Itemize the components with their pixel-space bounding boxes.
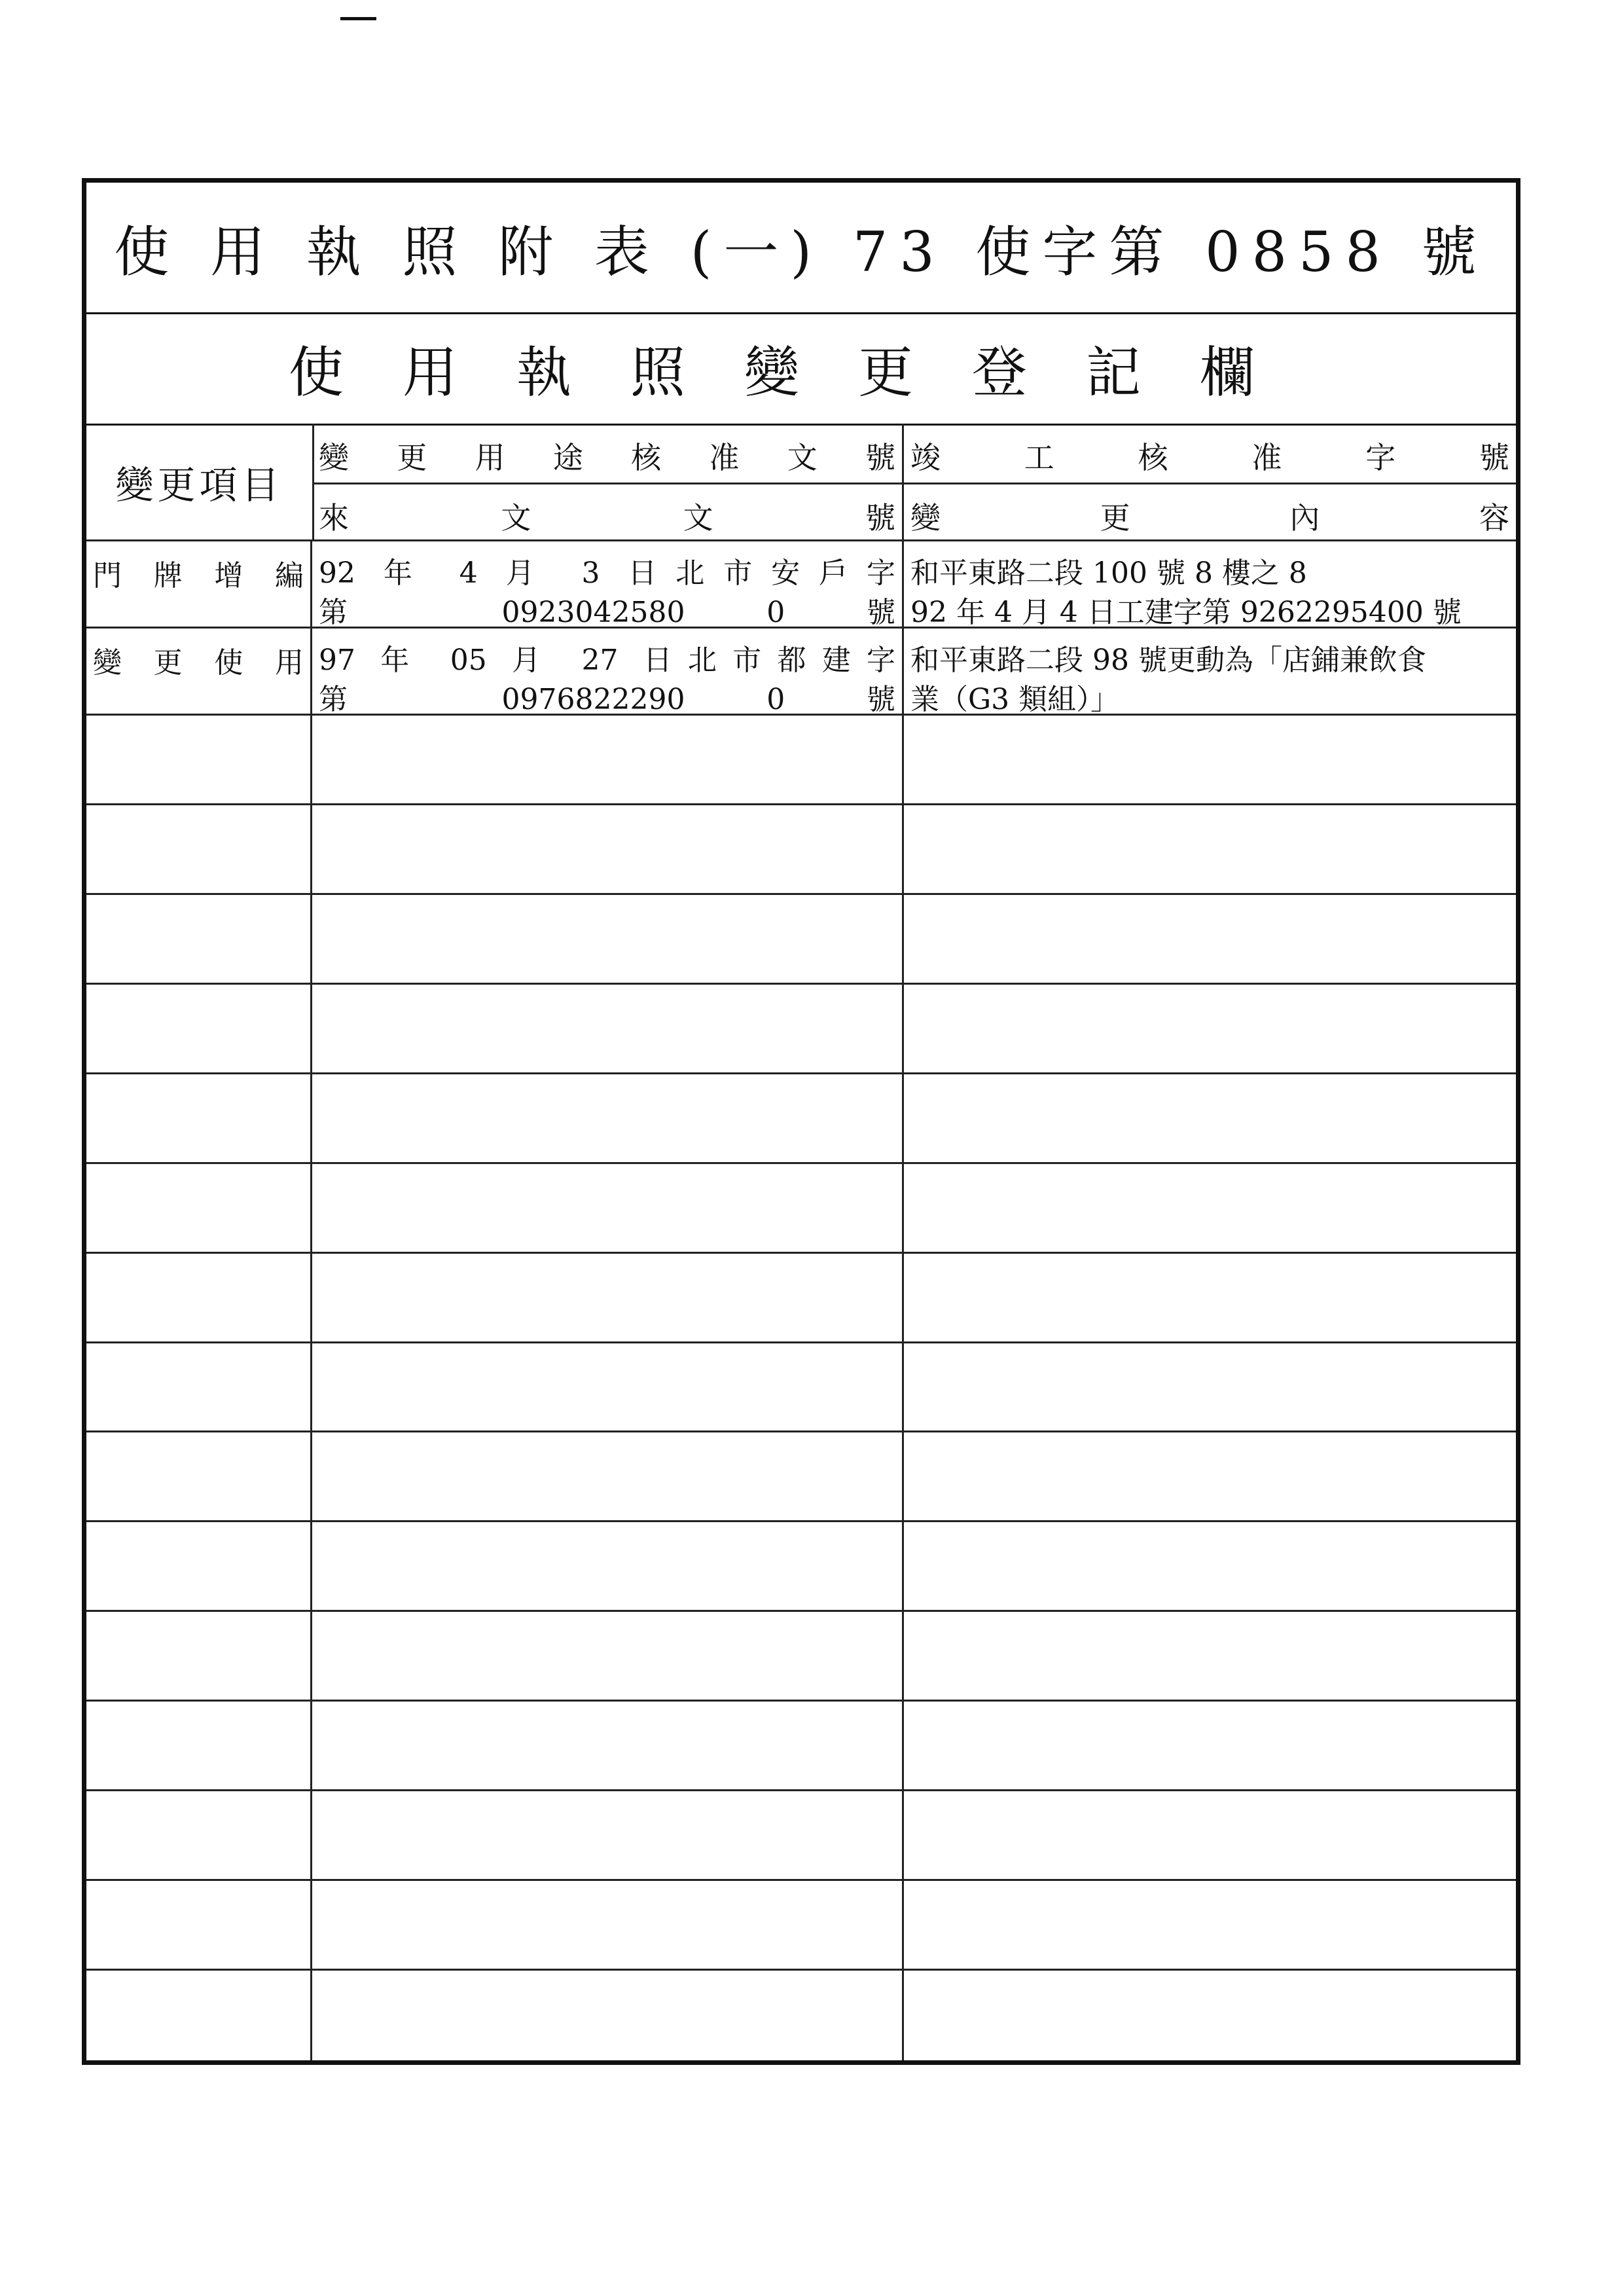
empty-cell <box>86 1522 312 1610</box>
empty-cell <box>904 895 1516 983</box>
empty-cell <box>904 1432 1516 1520</box>
empty-cell <box>312 1702 904 1789</box>
empty-cell <box>86 1432 312 1520</box>
empty-cell <box>312 1881 904 1969</box>
empty-cell <box>904 1164 1516 1252</box>
empty-table-row <box>86 1612 1516 1702</box>
empty-cell <box>904 1971 1516 2060</box>
empty-cell <box>312 1522 904 1610</box>
empty-cell <box>86 1612 312 1700</box>
row-doc-number: 97 年 05 月 27 日北市都建字 第 0976822290 0 號 <box>312 629 904 714</box>
change-register-table <box>86 424 1516 2060</box>
row-item: 門牌增編 <box>86 541 312 627</box>
empty-cell <box>86 1971 312 2060</box>
table-header <box>86 424 1516 541</box>
scan-mark <box>340 17 376 20</box>
empty-table-row <box>86 1522 1516 1612</box>
empty-cell <box>86 1254 312 1341</box>
empty-cell <box>904 1881 1516 1969</box>
header-upper <box>312 424 1516 484</box>
empty-cell <box>312 1254 904 1341</box>
header-approval-no: 變更用途核准文號 <box>312 424 904 483</box>
header-change-item: 變更項目 <box>86 424 314 539</box>
empty-cell <box>312 1791 904 1879</box>
empty-cell <box>904 716 1516 803</box>
empty-cell <box>312 805 904 893</box>
row-item: 變更使用 <box>86 629 312 714</box>
empty-cell <box>86 1164 312 1252</box>
empty-cell <box>312 1343 904 1431</box>
empty-cell <box>904 1702 1516 1789</box>
row-doc-number: 92 年 4 月 3 日北市安戶字 第 0923042580 0 號 <box>312 541 904 627</box>
empty-cell <box>904 805 1516 893</box>
row-change-content: 和平東路二段 98 號更動為「店鋪兼飲食 業（G3 類組）」 <box>910 644 1426 716</box>
empty-cell <box>312 895 904 983</box>
empty-table-row <box>86 805 1516 895</box>
empty-table-row <box>86 1164 1516 1254</box>
empty-table-row <box>86 1074 1516 1164</box>
empty-table-row <box>86 1881 1516 1971</box>
empty-cell <box>312 1612 904 1700</box>
empty-cell <box>904 1522 1516 1610</box>
empty-cell <box>312 1164 904 1252</box>
document-title: 使 用 執 照 附 表 (一) 73 使字第 0858 號 <box>86 183 1516 314</box>
empty-cell <box>312 716 904 803</box>
empty-table-row <box>86 1343 1516 1433</box>
row-change-content: 和平東路二段 100 號 8 樓之 8 92 年 4 月 4 日工建字第 9262295400 號 <box>910 556 1462 629</box>
empty-table-row <box>86 716 1516 805</box>
empty-cell <box>86 895 312 983</box>
empty-table-row <box>86 1702 1516 1791</box>
empty-cell <box>86 716 312 803</box>
empty-table-row <box>86 1432 1516 1522</box>
empty-cell <box>86 1343 312 1431</box>
empty-cell <box>904 1791 1516 1879</box>
header-change-content: 變更內容 <box>910 500 1509 536</box>
table-row <box>86 629 1516 716</box>
empty-cell <box>312 1432 904 1520</box>
empty-cell <box>86 1074 312 1162</box>
empty-table-row <box>86 1254 1516 1343</box>
empty-table-row <box>86 895 1516 985</box>
empty-cell <box>904 1343 1516 1431</box>
empty-cell <box>904 1254 1516 1341</box>
empty-table-row <box>86 1971 1516 2060</box>
empty-cell <box>312 985 904 1072</box>
empty-table-row <box>86 1791 1516 1881</box>
empty-cell <box>86 1791 312 1879</box>
empty-cell <box>904 985 1516 1072</box>
empty-cell <box>312 1971 904 2060</box>
empty-cell <box>904 1074 1516 1162</box>
empty-cell <box>904 1612 1516 1700</box>
license-table-frame <box>82 178 1520 2065</box>
document-subtitle: 使用執照變更登記欄 <box>86 312 1516 426</box>
empty-cell <box>86 1702 312 1789</box>
table-row <box>86 541 1516 629</box>
empty-cell <box>312 1074 904 1162</box>
header-completion-no: 竣工核准字號 <box>910 440 1509 475</box>
empty-cell <box>86 1881 312 1969</box>
empty-cell <box>86 805 312 893</box>
header-incoming-doc: 來文文號 <box>312 483 904 541</box>
empty-table-row <box>86 985 1516 1074</box>
empty-cell <box>86 985 312 1072</box>
